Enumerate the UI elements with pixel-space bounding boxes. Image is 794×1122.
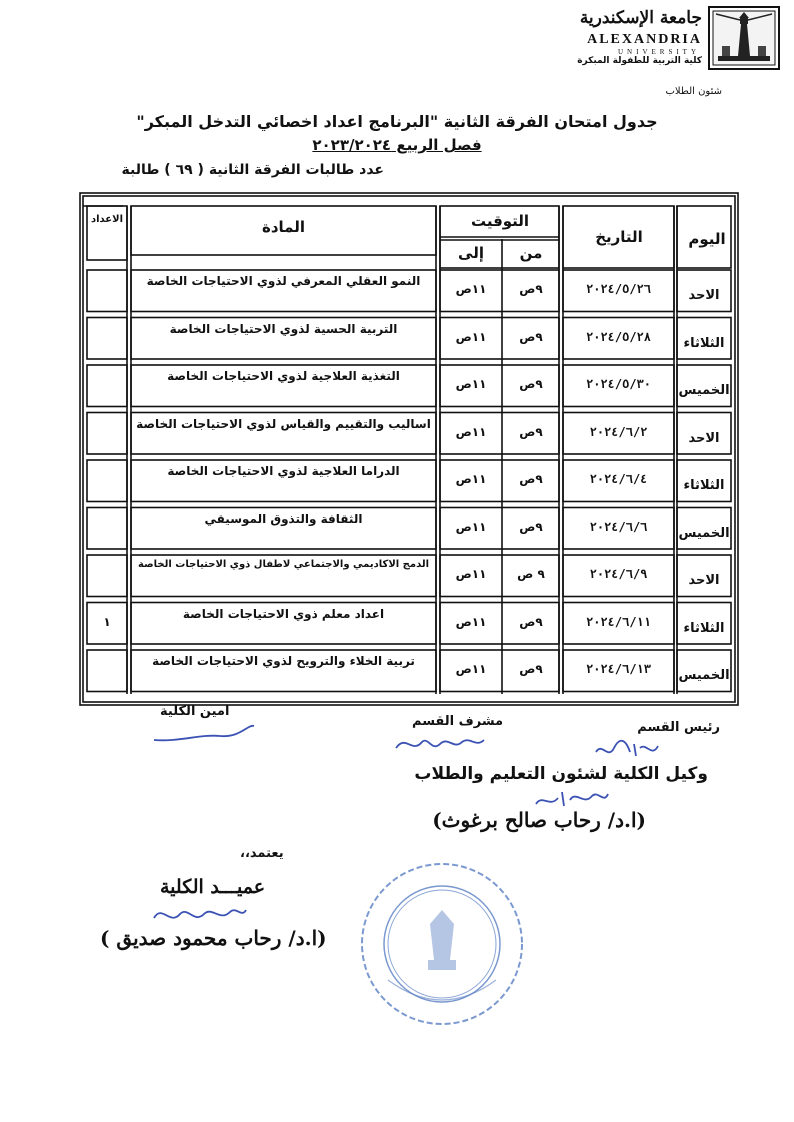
department-supervisor-signature (392, 728, 488, 758)
row-from: ٩ص (519, 614, 543, 629)
row-date: ٢٠٢٤/٥/٢٨ (585, 329, 652, 344)
dean-title: عميـــد الكلية (160, 876, 266, 898)
row-to: ١١ص (455, 377, 487, 391)
student-count-value: ( ٦٩ ) (164, 162, 204, 178)
table-cell-border (87, 318, 127, 360)
table-cell-border (87, 365, 127, 407)
row-subject: التغذية العلاجية لذوي الاحتياجات الخاصة (167, 369, 400, 383)
table-cell-border (87, 270, 127, 312)
row-subject: التربية الحسية لذوي الاحتياجات الخاصة (169, 321, 398, 336)
row-date: ٢٠٢٤/٦/٩ (589, 567, 648, 581)
university-name-ar: جامعة الإسكندرية (579, 8, 702, 28)
row-subject: اعداد معلم ذوي الاحتياجات الخاصة (182, 606, 385, 621)
semester-subtitle: فصل الربيع ٢٠٢٣/٢٠٢٤ (312, 136, 482, 154)
header-date: التاريخ (595, 228, 643, 246)
header-from: من (519, 244, 543, 262)
table-cell-border (87, 413, 127, 455)
row-date: ٢٠٢٤/٦/٦ (589, 519, 648, 534)
table-cell-border (87, 460, 127, 502)
row-day: الخميس (678, 668, 730, 683)
row-date: ٢٠٢٤/٥/٢٦ (585, 282, 652, 296)
student-count-unit: طالبة (121, 162, 160, 178)
row-to: ١١ص (455, 662, 487, 676)
row-to: ١١ص (455, 614, 487, 629)
row-date: ٢٠٢٤/٦/١١ (585, 614, 652, 629)
department-head-signature (592, 734, 662, 764)
header-subject: المادة (261, 218, 305, 236)
department-supervisor-label: مشرف القسم (412, 714, 504, 729)
row-to: ١١ص (455, 519, 487, 534)
header-to: إلى (458, 244, 484, 262)
row-to: ١١ص (455, 472, 487, 486)
row-from: ٩ص (519, 282, 543, 296)
college-secretary-label: امين الكلية (160, 704, 230, 719)
row-count: ١ (103, 614, 111, 629)
department-head-label: رئيس القسم (637, 720, 720, 735)
row-day: الخميس (678, 383, 730, 398)
row-subject: الثقافة والتذوق الموسيقي (204, 511, 363, 526)
university-name-en: ALEXANDRIA (587, 32, 702, 47)
row-from: ٩ص (519, 662, 543, 676)
row-subject: تربية الخلاء والترويح لذوي الاحتياجات الخاصة (152, 654, 415, 668)
dean-name: (ا.د/ رحاب محمود صديق ) (100, 926, 327, 950)
department-label: شئون الطلاب (665, 86, 722, 97)
approved-label: يعتمد،، (240, 846, 284, 861)
exam-schedule-table (79, 192, 739, 706)
row-day: الخميس (678, 525, 730, 541)
row-to: ١١ص (455, 282, 487, 296)
row-day: الاحد (688, 430, 720, 446)
row-from: ٩ص (519, 472, 543, 486)
row-from: ٩ص (519, 377, 543, 391)
row-day: الثلاثاء (683, 620, 725, 636)
row-date: ٢٠٢٤/٥/٣٠ (585, 377, 652, 391)
university-name-en-sub: UNIVERSITY (618, 48, 700, 56)
row-to: ١١ص (455, 329, 487, 344)
table-cell-border (87, 650, 127, 692)
student-count-line (122, 162, 385, 178)
row-date: ٢٠٢٤/٦/١٣ (585, 662, 652, 676)
student-count-label: عدد طالبات الفرقة الثانية (208, 162, 384, 178)
row-subject: الدراما العلاجية لذوي الاحتياجات الخاصة (167, 464, 400, 478)
university-logo (570, 6, 780, 70)
row-day: الثلاثاء (683, 478, 725, 493)
page-title: جدول امتحان الفرقة الثانية "البرنامج اعداد اخصائي التدخل المبكر" (136, 112, 658, 131)
vice-dean-name: (ا.د/ رحاب صالح برغوث) (432, 808, 646, 832)
header-count: الاعداد (90, 214, 124, 225)
vice-dean-title: وكيل الكلية لشئون التعليم والطلاب (414, 764, 708, 784)
college-secretary-signature (150, 722, 260, 746)
row-date: ٢٠٢٤/٦/٤ (589, 472, 648, 486)
row-day: الثلاثاء (683, 335, 725, 351)
row-from: ٩ص (519, 329, 543, 344)
row-subject: اساليب والتقييم والقياس لذوي الاحتياجات الخاصة (136, 416, 431, 431)
row-subject: الدمج الاكاديمي والاجتماعي لاطفال ذوي الاحتياجات الخاصة (137, 559, 430, 570)
row-from: ٩ص (519, 424, 543, 439)
table-cell-border (87, 508, 127, 550)
row-from: ٩ص (519, 519, 543, 534)
lighthouse-icon (708, 6, 780, 70)
header-timing: التوقيت (470, 212, 530, 230)
header-day: اليوم (688, 230, 726, 248)
faculty-stamp (358, 860, 526, 1028)
faculty-name: كلية التربية للطفولة المبكرة (577, 56, 702, 66)
row-to: ١١ص (455, 424, 487, 439)
row-to: ١١ص (455, 567, 487, 581)
row-from: ٩ ص (517, 567, 545, 581)
row-date: ٢٠٢٤/٦/٢ (589, 424, 648, 439)
table-grid (79, 192, 739, 706)
table-cell-border (87, 555, 127, 597)
row-subject: النمو العقلي المعرفي لذوي الاحتياجات الخاصة (146, 274, 421, 288)
row-day: الاحد (688, 573, 720, 588)
row-day: الاحد (688, 288, 720, 303)
